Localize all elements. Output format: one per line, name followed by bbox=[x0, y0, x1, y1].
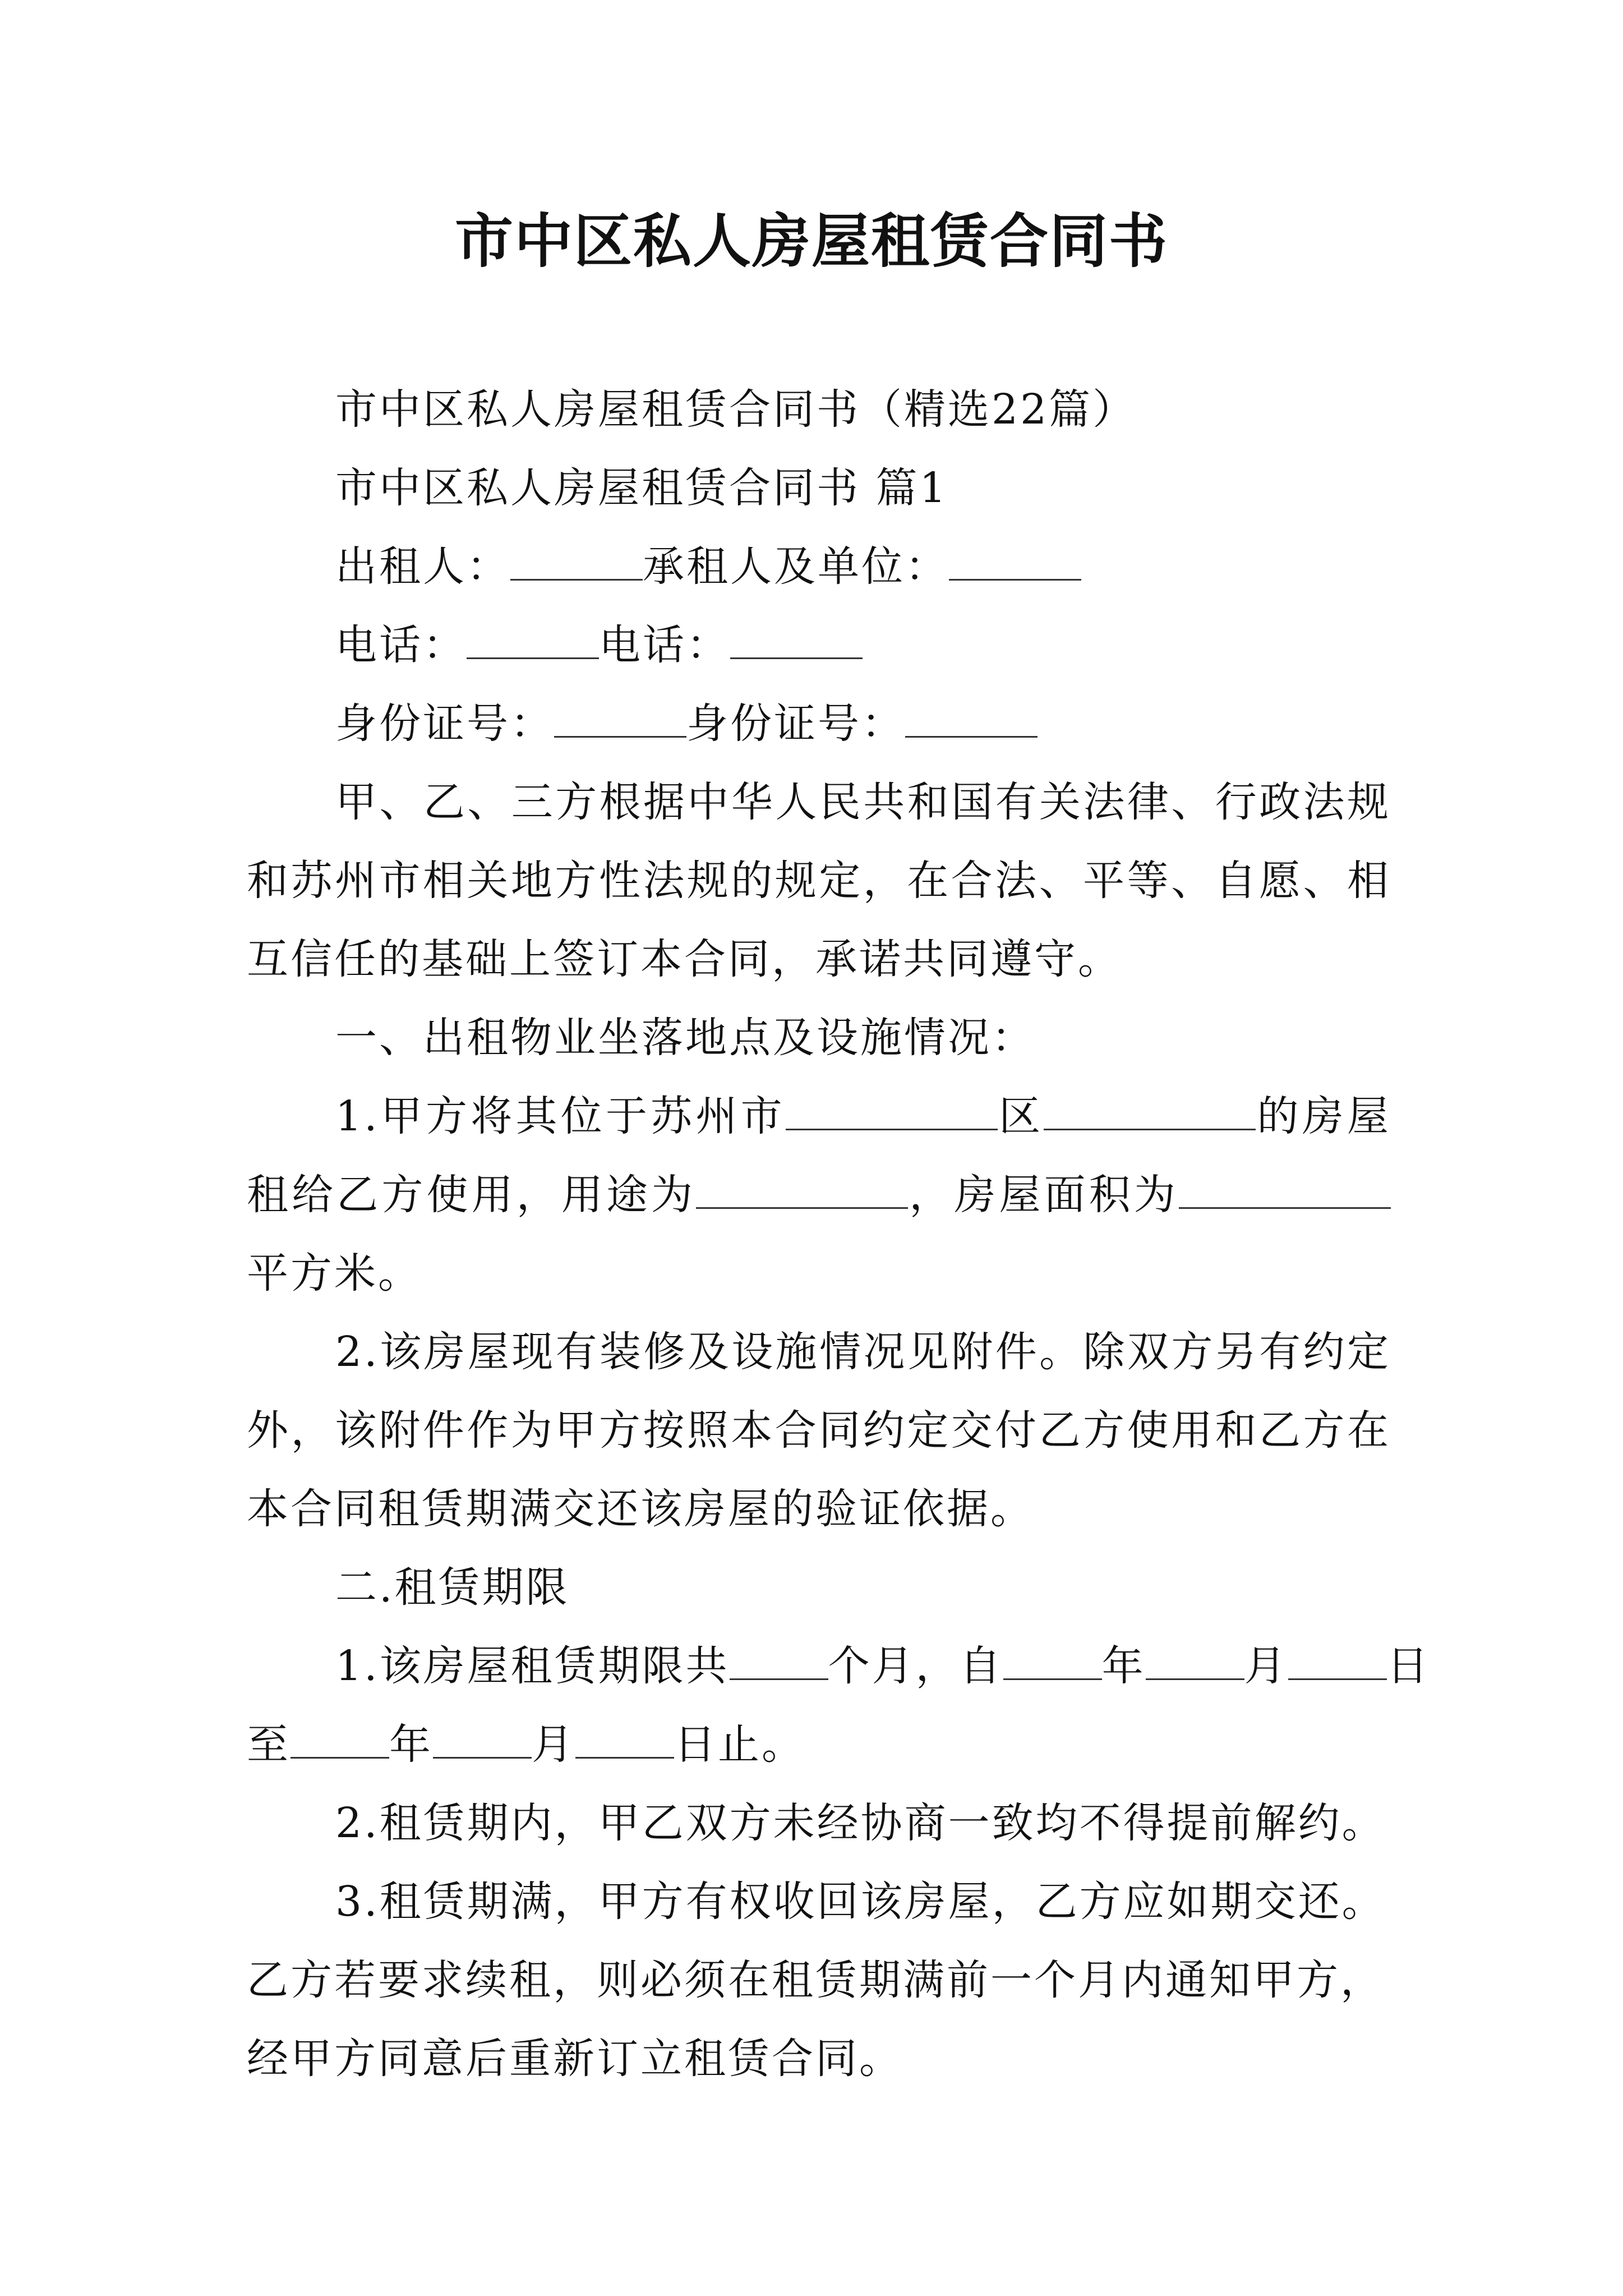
section-2-heading: 二.租赁期限 bbox=[335, 1563, 570, 1612]
start-year-blank bbox=[1003, 1667, 1102, 1680]
lessee-phone-blank bbox=[730, 646, 863, 659]
section-2-item-2: 2.租赁期内，甲乙双方未经协商一致均不得提前解约。 bbox=[335, 1799, 1386, 1847]
lessor-phone-blank bbox=[467, 646, 599, 659]
parties-line-ids bbox=[247, 684, 1391, 763]
area-label: ，房屋面积为 bbox=[908, 1171, 1179, 1219]
subtitle-text: 市中区私人房屋租赁合同书（精选22篇） bbox=[335, 385, 1137, 434]
section-1-item-2-line-1: 2.该房屋现有装修及设施情况见附件。除双方另有约定 bbox=[335, 1328, 1391, 1376]
end-day-blank bbox=[575, 1746, 674, 1759]
intro-line-2: 和苏州市相关地方性法规的规定，在合法、平等、自愿、相 bbox=[247, 857, 1391, 905]
end-year-blank bbox=[291, 1746, 389, 1759]
section-1-item-2-line-3: 本合同租赁期满交还该房屋的验证依据。 bbox=[247, 1485, 1034, 1533]
section-2-item-3-line-3: 经甲方同意后重新订立租赁合同。 bbox=[247, 2035, 903, 2083]
section-1-item-1-line-1 bbox=[247, 1077, 1391, 1156]
document-body bbox=[247, 370, 1431, 2098]
start-day-blank bbox=[1288, 1667, 1387, 1680]
section-2-item-3-line-1: 3.租赁期满，甲方有权收回该房屋，乙方应如期交还。 bbox=[335, 1878, 1386, 1926]
end-year-label: 年 bbox=[389, 1720, 433, 1769]
section-2-item-1-line-2 bbox=[247, 1705, 1391, 1784]
lessor-id-blank bbox=[554, 725, 686, 738]
id-label-2: 身份证号： bbox=[686, 700, 905, 748]
end-day-label: 日止。 bbox=[674, 1720, 805, 1769]
section-1-item-1-line-3: 平方米。 bbox=[247, 1249, 422, 1297]
parties-line-names bbox=[247, 527, 1391, 606]
section-2-item-3-line-2: 乙方若要求续租，则必须在租赁期满前一个月内通知甲方， bbox=[247, 1956, 1384, 2004]
city-location-blank bbox=[786, 1117, 998, 1130]
usage-label: 租给乙方使用，用途为 bbox=[247, 1171, 697, 1219]
section-2-item-1-line-1 bbox=[247, 1627, 1431, 1705]
part-heading bbox=[247, 449, 1391, 527]
house-label: 的房屋 bbox=[1256, 1092, 1391, 1140]
district-location-blank bbox=[1044, 1117, 1256, 1130]
term-months-blank bbox=[730, 1667, 828, 1680]
start-day-label: 日 bbox=[1386, 1642, 1431, 1690]
intro-line-3: 互信任的基础上签订本合同，承诺共同遵守。 bbox=[247, 935, 1122, 983]
start-month-label: 月 bbox=[1244, 1642, 1288, 1690]
end-prefix: 至 bbox=[247, 1720, 291, 1769]
parties-line-phones bbox=[247, 606, 1391, 684]
end-month-label: 月 bbox=[532, 1720, 575, 1769]
lessor-label: 出租人： bbox=[335, 542, 510, 591]
area-blank bbox=[1179, 1196, 1391, 1209]
start-year-label: 年 bbox=[1101, 1642, 1146, 1690]
usage-blank bbox=[696, 1196, 908, 1209]
district-label: 区 bbox=[997, 1092, 1044, 1140]
section-1-item-2-line-2: 外，该附件作为甲方按照本合同约定交付乙方使用和乙方在 bbox=[247, 1406, 1391, 1455]
subtitle bbox=[247, 370, 1391, 449]
section-1-item-1-line-2 bbox=[247, 1156, 1391, 1234]
lessee-name-blank bbox=[949, 568, 1081, 581]
term-prefix: 1.该房屋租赁期限共 bbox=[335, 1642, 730, 1690]
part-heading-text: 市中区私人房屋租赁合同书 篇1 bbox=[335, 464, 948, 512]
section-1-heading: 一、出租物业坐落地点及设施情况： bbox=[335, 1014, 1035, 1062]
lessor-name-blank bbox=[510, 568, 643, 581]
end-month-blank bbox=[433, 1746, 532, 1759]
lessee-label: 承租人及单位： bbox=[643, 542, 949, 591]
phone-label-2: 电话： bbox=[599, 621, 730, 669]
start-month-blank bbox=[1146, 1667, 1244, 1680]
lessee-id-blank bbox=[905, 725, 1038, 738]
item-1-location-prefix: 1.甲方将其位于苏州市 bbox=[335, 1092, 786, 1140]
id-label-1: 身份证号： bbox=[335, 700, 554, 748]
term-months-label: 个月，自 bbox=[828, 1642, 1003, 1690]
intro-line-1: 甲、乙、三方根据中华人民共和国有关法律、行政法规 bbox=[335, 778, 1391, 826]
document-title: 市中区私人房屋租赁合同书 bbox=[454, 206, 1168, 275]
phone-label-1: 电话： bbox=[335, 621, 467, 669]
